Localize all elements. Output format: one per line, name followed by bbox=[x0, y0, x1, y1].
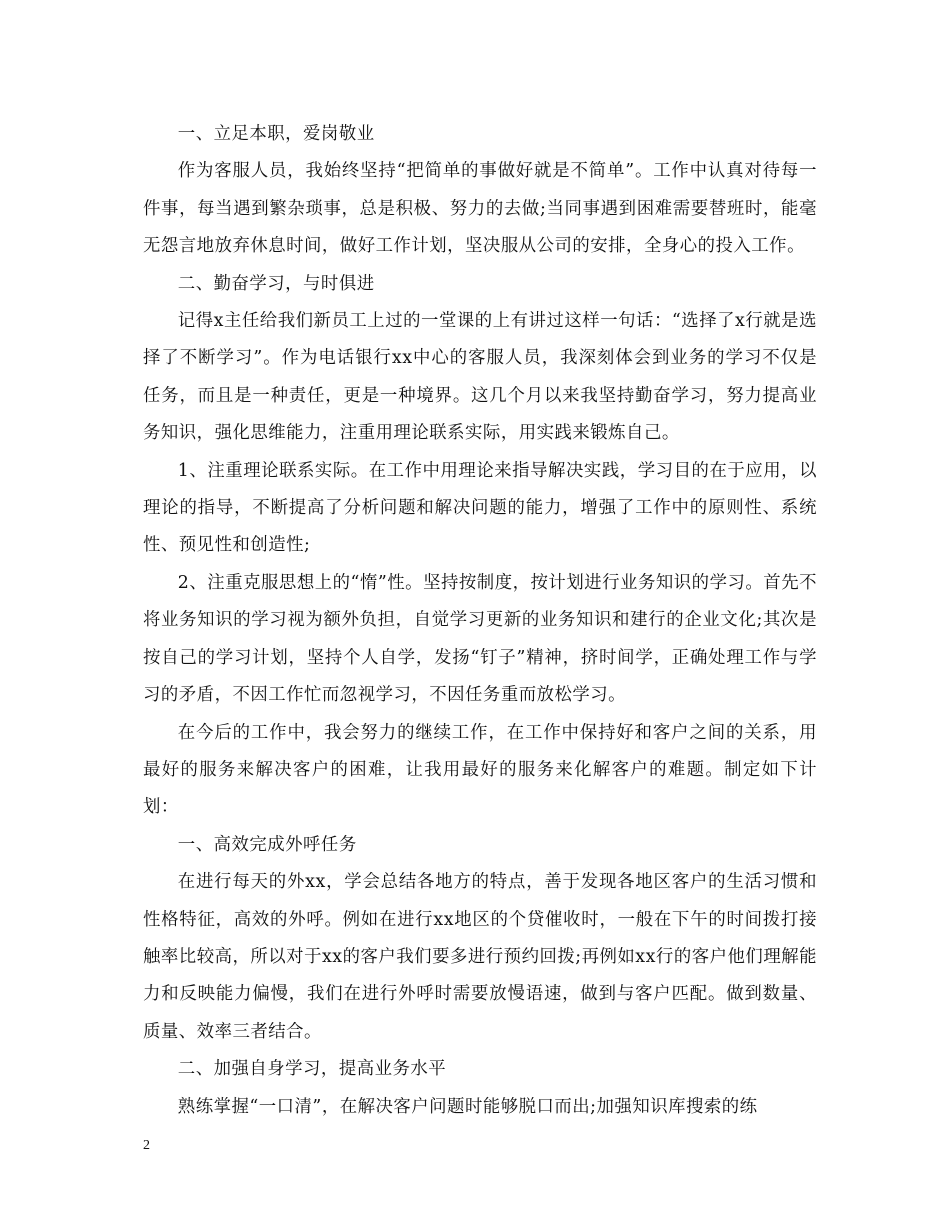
paragraph: 在今后的工作中，我会努力的继续工作，在工作中保持好和客户之间的关系，用最好的服务来解决客户的困难，让我用最好的服务来化解客户的难题。制定如下计划： bbox=[143, 722, 817, 818]
plan-heading-2: 二、加强自身学习，提高业务水平 bbox=[177, 1059, 447, 1080]
paragraph: 在进行每天的外xx，学会总结各地方的特点，善于发现各地区客户的生活习惯和性格特征，高效的外呼。例如在进行xx地区的个贷催收时，一般在下午的时间拨打接触率比较高，所以对于xx的客户我们要多进行预约回拨;再例如xx行的客户他们理解能力和反映能力偏慢，我们在进行外呼时需要放慢语速，做到与客户匹配。做到数量、质量、效率三者结合。 bbox=[143, 872, 817, 1042]
page-number: 2 bbox=[143, 1138, 150, 1153]
paragraph: 记得x主任给我们新员工上过的一堂课的上有讲过这样一句话：“选择了x行就是选择了不断学习”。作为电话银行xx中心的客服人员，我深刻体会到业务的学习不仅是任务，而且是一种责任，更是一种境界。这几个月以来我坚持勤奋学习，努力提高业务知识，强化思维能力，注重用理论联系实际，用实践来锻炼自己。 bbox=[143, 311, 817, 444]
list-item-1: 1、注重理论联系实际。在工作中用理论来指导解决实践，学习目的在于应用，以理论的指导，不断提高了分析问题和解决问题的能力，增强了工作中的原则性、系统性、预见性和创造性; bbox=[143, 460, 817, 556]
plan-heading-1: 一、高效完成外呼任务 bbox=[177, 834, 357, 855]
paragraph: 熟练掌握“一口清”，在解决客户问题时能够脱口而出;加强知识库搜索的练 bbox=[177, 1096, 758, 1117]
paragraph: 作为客服人员，我始终坚持“把简单的事做好就是不简单”。工作中认真对待每一件事，每当遇到繁杂琐事，总是积极、努力的去做;当同事遇到困难需要替班时，能毫无怨言地放弃休息时间，做好工作计划，坚决服从公司的安排，全身心的投入工作。 bbox=[143, 161, 817, 257]
section-heading-1: 一、立足本职，爱岗敬业 bbox=[177, 124, 375, 144]
document-body bbox=[143, 116, 817, 1126]
list-item-2: 2、注重克服思想上的“惰”性。坚持按制度，按计划进行业务知识的学习。首先不将业务知识的学习视为额外负担，自觉学习更新的业务知识和建行的企业文化;其次是按自己的学习计划，坚持个人自学，发扬“钉子”精神，挤时间学，正确处理工作与学习的矛盾，不因工作忙而忽视学习，不因任务重而放松学习。 bbox=[143, 572, 817, 706]
section-heading-2: 二、勤奋学习，与时俱进 bbox=[177, 273, 375, 294]
